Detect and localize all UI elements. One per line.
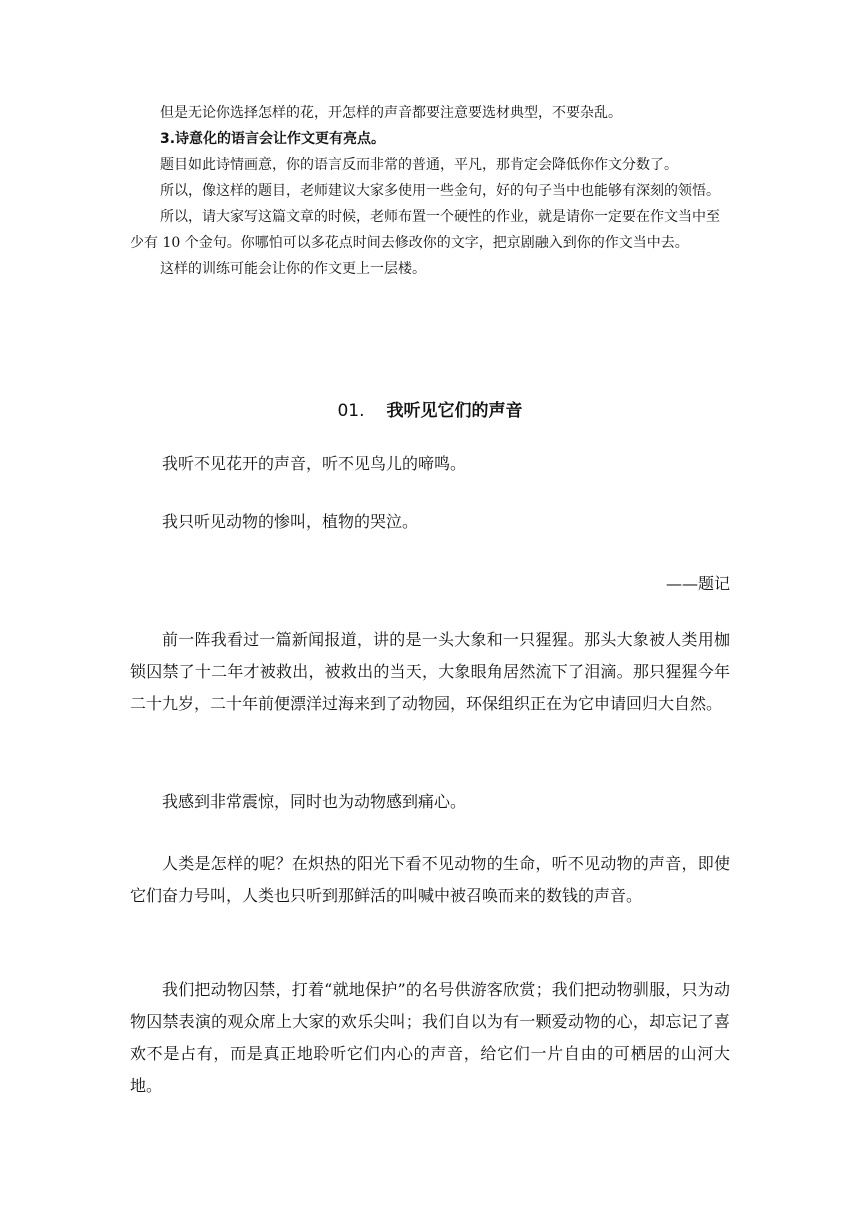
epigraph-line-2: 我只听见动物的惨叫，植物的哭泣。: [162, 512, 419, 531]
epigraph-line-1: 我听不见花开的声音，听不见鸟儿的啼鸣。: [162, 454, 467, 473]
essay-title-text: 我听见它们的声音: [386, 401, 523, 421]
essay-number: 01.: [337, 401, 365, 421]
essay-title: [130, 396, 730, 421]
intro-paragraph-3: 所以，像这样的题目，老师建议大家多使用一些金句，好的句子当中也能够有深刻的领悟。: [160, 183, 720, 199]
intro-paragraph-1: 但是无论你选择怎样的花，开怎样的声音都要注意要选材典型，不要杂乱。: [160, 105, 622, 121]
intro-section: [130, 100, 730, 282]
epigraph-line-2-block: [130, 506, 730, 538]
intro-paragraph-4: 所以，请大家写这篇文章的时候，老师布置一个硬性的作业，就是请你一定要在作文当中至少有 10 个金句。你哪怕可以多花点时间去修改你的文字，把京剧融入到你的作文当中去。: [130, 209, 720, 251]
essay-paragraph-4-block: [130, 974, 730, 1102]
intro-heading: 3.诗意化的语言会让作文更有亮点。: [160, 131, 386, 147]
essay-paragraph-1-block: [130, 624, 730, 720]
epigraph-signature: ——题记: [665, 574, 730, 593]
essay-paragraph-3: 人类是怎样的呢？在炽热的阳光下看不见动物的生命，听不见动物的声音，即使它们奋力号叫，人类也只听到那鲜活的叫喊中被召唤而来的数钱的声音。: [130, 854, 730, 905]
essay-paragraph-1: 前一阵我看过一篇新闻报道，讲的是一头大象和一只猩猩。那头大象被人类用枷锁囚禁了十二年才被救出，被救出的当天，大象眼角居然流下了泪滴。那只猩猩今年二十九岁，二十年前便漂洋过海来到了动物园，环保组织正在为它申请回归大自然。: [130, 630, 730, 713]
essay-paragraph-2-block: [130, 786, 730, 818]
intro-paragraph-2: 题目如此诗情画意，你的语言反而非常的普通，平凡，那肯定会降低你作文分数了。: [160, 157, 678, 173]
essay-paragraph-3-block: [130, 848, 730, 912]
essay-paragraph-2: 我感到非常震惊，同时也为动物感到痛心。: [162, 792, 467, 811]
epigraph-line-1-block: [130, 448, 730, 480]
essay-paragraph-4: 我们把动物囚禁，打着“就地保护”的名号供游客欣赏；我们把动物驯服，只为动物囚禁表演的观众席上大家的欢乐尖叫；我们自以为有一颗爱动物的心，却忘记了喜欢不是占有，而是真正地聆听它们内心的声音，给它们一片自由的可栖居的山河大地。: [130, 980, 730, 1095]
intro-paragraph-5: 这样的训练可能会让你的作文更上一层楼。: [160, 261, 426, 277]
